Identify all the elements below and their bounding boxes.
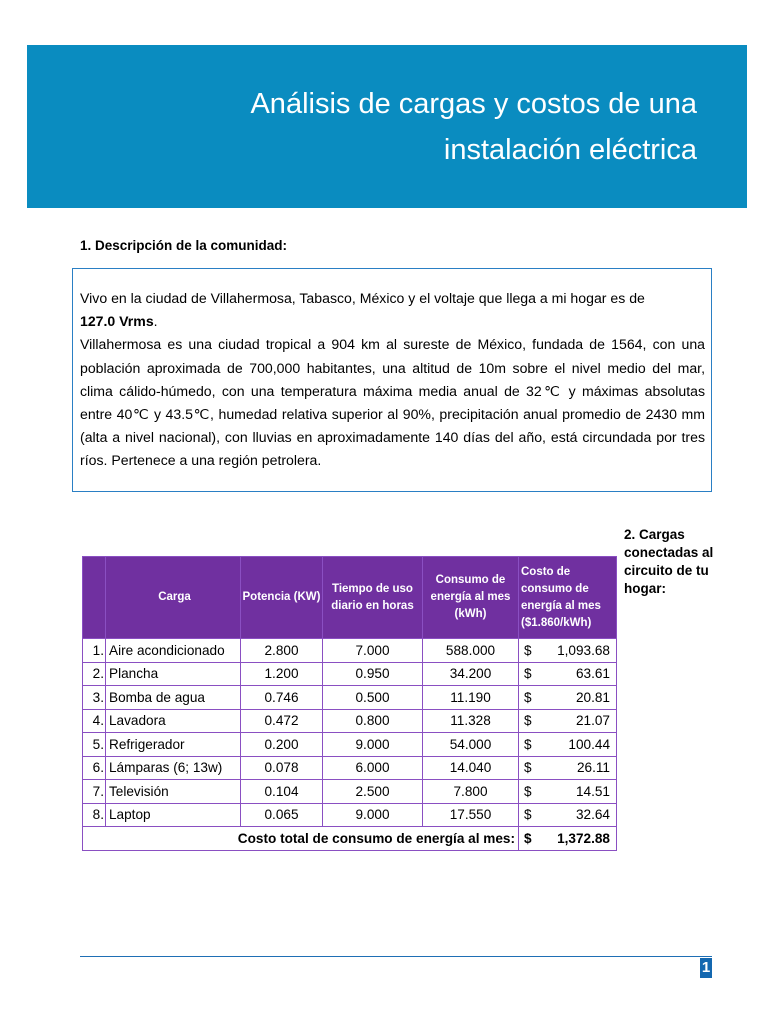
currency-symbol: $ xyxy=(524,642,532,658)
load-name: Televisión xyxy=(106,780,241,804)
monthly-cost-cell xyxy=(519,662,617,686)
header-energy: Consumo de energía al mes (kWh) xyxy=(423,557,519,639)
monthly-cost: 20.81 xyxy=(575,689,610,705)
title-line-1: Análisis de cargas y costos de una xyxy=(250,88,697,120)
monthly-cost-cell xyxy=(519,709,617,733)
footer-divider xyxy=(80,956,712,957)
monthly-cost: 26.11 xyxy=(576,760,610,776)
daily-hours: 9.000 xyxy=(323,733,423,757)
description-intro-text: Vivo en la ciudad de Villahermosa, Tabasco, México y el voltaje que llega a mi hogar es de xyxy=(80,290,645,306)
currency-symbol: $ xyxy=(524,736,532,752)
description-intro xyxy=(80,287,705,333)
header-hours: Tiempo de uso diario en horas xyxy=(323,557,423,639)
monthly-cost-cell xyxy=(519,756,617,780)
title-banner xyxy=(27,45,747,208)
voltage-value: 127.0 Vrms xyxy=(80,313,154,330)
monthly-cost: 100.44 xyxy=(568,736,610,752)
table-row xyxy=(83,709,617,733)
description-body: Villahermosa es una ciudad tropical a 904 km al sureste de México, fundada de 1564, con una población aproximada de 700,000 habitantes, una altitud de 10m sobre el nivel medio del mar, clima cálido-húmedo, con una temperatura máxima media anual de 32℃ y máximas absolutas entre 40℃ y 43.5℃, humedad relativa superior al 90%, precipitación anual promedio de 2430 mm (alta a nivel nacional), con lluvias en aproximadamente 140 días del año, está circundada por tres ríos. Pertenece a una región petrolera. xyxy=(80,336,705,469)
monthly-kwh: 11.190 xyxy=(423,686,519,710)
header-num xyxy=(83,557,106,639)
monthly-cost-cell xyxy=(519,639,617,663)
monthly-kwh: 11.328 xyxy=(423,709,519,733)
load-name: Lavadora xyxy=(106,709,241,733)
power-kw: 0.065 xyxy=(241,803,323,827)
monthly-cost: 32.64 xyxy=(575,807,610,823)
total-currency: $ xyxy=(524,831,532,846)
monthly-kwh: 17.550 xyxy=(423,803,519,827)
table-row xyxy=(83,733,617,757)
power-kw: 0.200 xyxy=(241,733,323,757)
row-number: 1. xyxy=(83,639,106,663)
header-load: Carga xyxy=(106,557,241,639)
header-cost: Costo de consumo de energía al mes ($1.860/kWh) xyxy=(519,557,617,639)
currency-symbol: $ xyxy=(524,783,532,799)
table-row xyxy=(83,780,617,804)
daily-hours: 0.500 xyxy=(323,686,423,710)
power-kw: 0.078 xyxy=(241,756,323,780)
loads-table xyxy=(82,556,617,851)
monthly-kwh: 588.000 xyxy=(423,639,519,663)
load-name: Lámparas (6; 13w) xyxy=(106,756,241,780)
document-title xyxy=(137,81,697,173)
currency-symbol: $ xyxy=(524,807,532,823)
total-cost: 1,372.88 xyxy=(557,831,610,846)
power-kw: 0.104 xyxy=(241,780,323,804)
daily-hours: 2.500 xyxy=(323,780,423,804)
section-2-heading: 2. Cargas conectadas al circuito de tu hogar: xyxy=(624,527,714,596)
page-number: 1 xyxy=(701,959,711,976)
monthly-kwh: 34.200 xyxy=(423,662,519,686)
monthly-cost-cell xyxy=(519,780,617,804)
voltage-suffix: . xyxy=(153,313,158,330)
currency-symbol: $ xyxy=(524,666,532,682)
monthly-cost-cell xyxy=(519,686,617,710)
power-kw: 2.800 xyxy=(241,639,323,663)
table-header-row xyxy=(83,557,617,639)
load-name: Plancha xyxy=(106,662,241,686)
daily-hours: 7.000 xyxy=(323,639,423,663)
row-number: 5. xyxy=(83,733,106,757)
monthly-cost-cell xyxy=(519,803,617,827)
community-description-box xyxy=(72,268,712,492)
table-row xyxy=(83,686,617,710)
load-name: Bomba de agua xyxy=(106,686,241,710)
table-row xyxy=(83,639,617,663)
monthly-cost: 14.51 xyxy=(575,783,610,799)
total-label: Costo total de consumo de energía al mes: xyxy=(83,827,519,851)
load-name: Refrigerador xyxy=(106,733,241,757)
row-number: 6. xyxy=(83,756,106,780)
monthly-kwh: 7.800 xyxy=(423,780,519,804)
row-number: 3. xyxy=(83,686,106,710)
monthly-cost: 1,093.68 xyxy=(557,642,610,658)
row-number: 4. xyxy=(83,709,106,733)
row-number: 2. xyxy=(83,662,106,686)
currency-symbol: $ xyxy=(524,760,532,776)
table-row xyxy=(83,756,617,780)
section-1-heading: 1. Descripción de la comunidad: xyxy=(80,238,288,253)
daily-hours: 0.800 xyxy=(323,709,423,733)
load-name: Laptop xyxy=(106,803,241,827)
table-row xyxy=(83,803,617,827)
daily-hours: 9.000 xyxy=(323,803,423,827)
monthly-kwh: 54.000 xyxy=(423,733,519,757)
currency-symbol: $ xyxy=(524,713,532,729)
monthly-cost-cell xyxy=(519,733,617,757)
power-kw: 0.472 xyxy=(241,709,323,733)
currency-symbol: $ xyxy=(524,689,532,705)
total-cost-cell xyxy=(519,827,617,851)
load-name: Aire acondicionado xyxy=(106,639,241,663)
monthly-kwh: 14.040 xyxy=(423,756,519,780)
header-power: Potencia (KW) xyxy=(241,557,323,639)
power-kw: 1.200 xyxy=(241,662,323,686)
row-number: 8. xyxy=(83,803,106,827)
table-row xyxy=(83,662,617,686)
row-number: 7. xyxy=(83,780,106,804)
daily-hours: 0.950 xyxy=(323,662,423,686)
daily-hours: 6.000 xyxy=(323,756,423,780)
monthly-cost: 63.61 xyxy=(575,666,610,682)
total-row xyxy=(83,827,617,851)
title-line-2: instalación eléctrica xyxy=(443,134,697,166)
monthly-cost: 21.07 xyxy=(575,713,610,729)
power-kw: 0.746 xyxy=(241,686,323,710)
